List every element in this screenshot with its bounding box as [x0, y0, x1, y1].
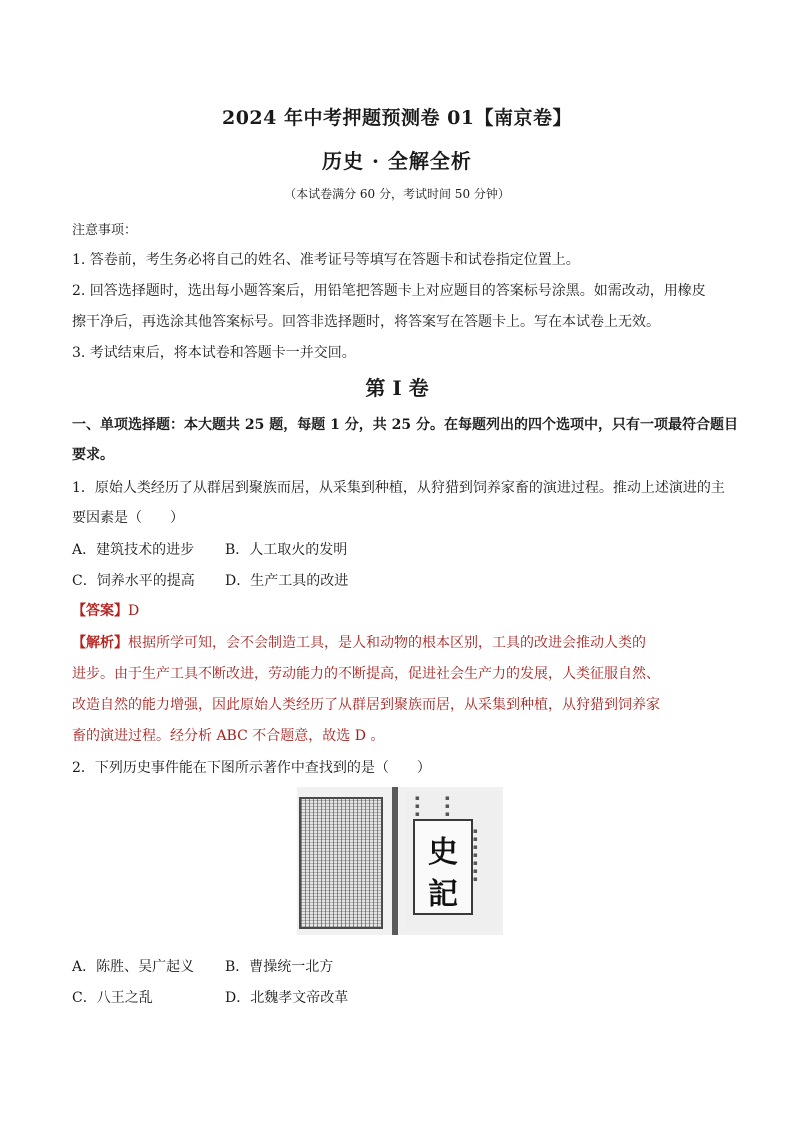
q1-analysis-line-4: 畜的演进过程。经分析 ABC 不合题意，故选 D 。: [72, 728, 385, 744]
notice-line-1: 1. 答卷前，考生务必将自己的姓名、准考证号等填写在答题卡和试卷指定位置上。: [72, 252, 580, 268]
title-glyph-top: 史: [428, 835, 458, 870]
notice-heading: 注意事项：: [72, 223, 138, 238]
q1-option-b: B．人工取火的发明: [225, 542, 348, 558]
answer-value: D: [128, 603, 140, 619]
cover-side-text: ▪▪▪▪▪▪▪: [473, 827, 478, 883]
book-text-page: [299, 797, 383, 929]
q1-analysis-line-1: [72, 632, 646, 652]
notice-line-4: 3. 考试结束后，将本试卷和答题卡一并交回。: [72, 345, 356, 361]
cover-small-text-right: ▪▪▪: [445, 794, 450, 818]
q1-analysis-line-2: 进步。由于生产工具不断改进，劳动能力的不断提高，促进社会生产力的发展，人类征服自然、: [72, 666, 660, 682]
q2-option-b: B．曹操统一北方: [225, 959, 334, 975]
q1-option-d: D．生产工具的改进: [225, 573, 349, 589]
q1-stem-line-1: 1．原始人类经历了从群居到聚族而居，从采集到种植，从狩猎到饲养家畜的演进过程。推动上述演进的主: [72, 480, 725, 496]
q2-option-c: C．八王之乱: [72, 990, 153, 1006]
cover-small-text-left: ▪▪▪: [415, 794, 420, 818]
document-title: 2024 年中考押题预测卷 01【南京卷】: [221, 107, 573, 129]
q2-option-d: D．北魏孝文帝改革: [225, 990, 349, 1006]
notice-line-3: 擦干净后，再选涂其他答案标号。回答非选择题时，将答案写在答题卡上。写在本试卷上无效。: [72, 314, 660, 330]
q1-answer: [72, 600, 139, 620]
section-heading: 第 I 卷: [365, 376, 429, 400]
title-glyph-bottom: 記: [428, 877, 458, 912]
analysis-tag: 【解析】: [72, 635, 128, 651]
section-instruction-1: 一、单项选择题：本大题共 25 题，每题 1 分，共 25 分。在每题列出的四个选项中，只有一项最符合题目: [72, 417, 738, 433]
q1-stem-line-2: 要因素是（ ）: [72, 510, 184, 526]
section-instruction-2: 要求。: [72, 447, 114, 463]
q2-stem: 2．下列历史事件能在下图所示著作中查找到的是（ ）: [72, 760, 431, 776]
analysis-text-1: 根据所学可知，会不会制造工具，是人和动物的根本区别，工具的改进会推动人类的: [128, 635, 646, 651]
shiji-book-image: [297, 787, 503, 935]
q2-option-a: A．陈胜、吴广起义: [72, 959, 195, 975]
document-subtitle: 历史 · 全解全析: [322, 149, 472, 173]
q1-option-c: C．饲养水平的提高: [72, 573, 195, 589]
book-spine: [392, 787, 398, 935]
answer-tag: 【答案】: [72, 603, 128, 619]
q1-option-a: A．建筑技术的进步: [72, 542, 195, 558]
book-title-label: [413, 819, 473, 915]
q1-analysis-line-3: 改造自然的能力增强，因此原始人类经历了从群居到聚族而居，从采集到种植，从狩猎到饲养家: [72, 697, 660, 713]
exam-note: （本试卷满分 60 分，考试时间 50 分钟）: [284, 187, 510, 201]
book-cover-page: [405, 791, 501, 931]
notice-line-2: 2. 回答选择题时，选出每小题答案后，用铅笔把答题卡上对应题目的答案标号涂黑。如需改动，用橡皮: [72, 283, 706, 299]
